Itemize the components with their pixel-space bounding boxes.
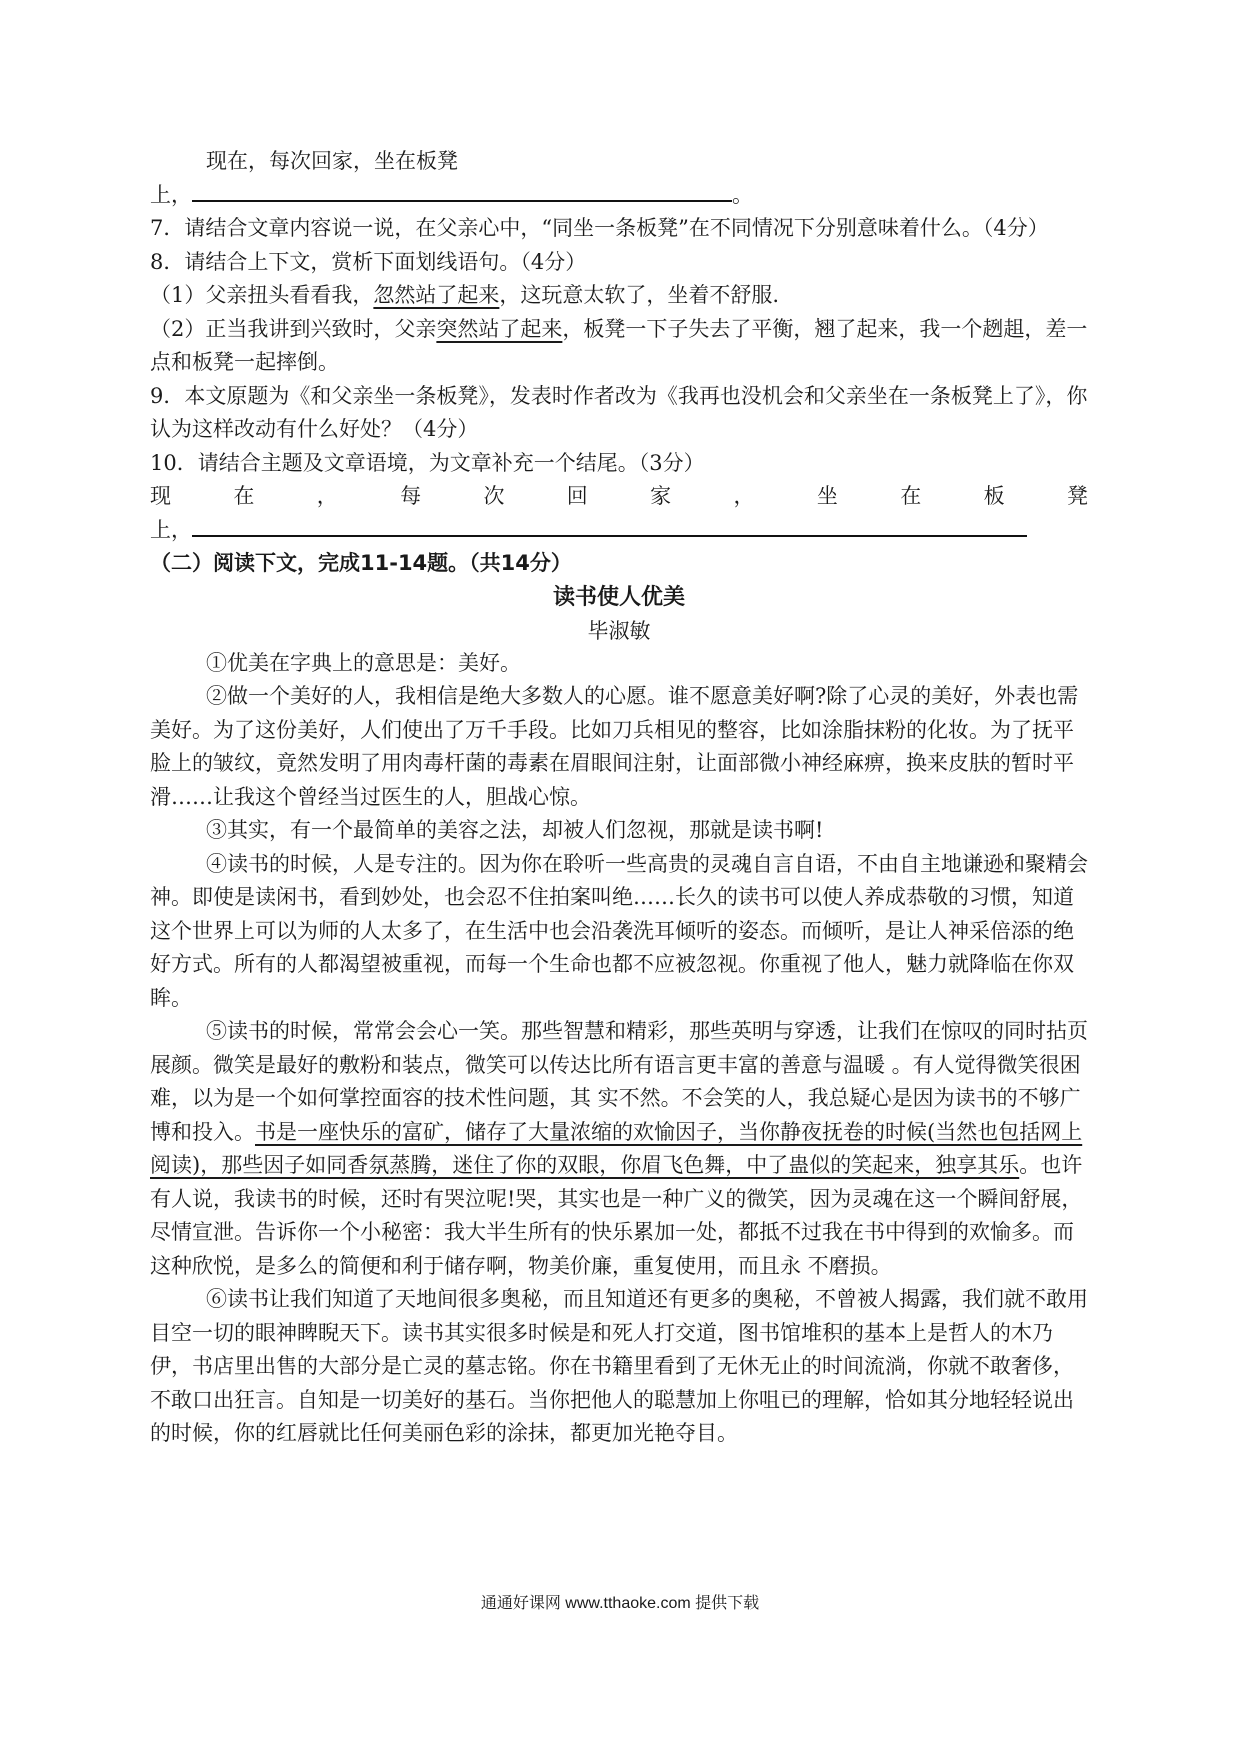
section-2-heading: （二）阅读下文，完成11-14题。（共14分）: [150, 551, 572, 575]
spread-char: ，: [316, 484, 338, 508]
q8-2-underlined-phrase: 突然站了起来: [436, 316, 563, 341]
q8-2-text-post: ，板凳一下子失去了平衡，翘了起来，我一个趔趄，差一点和板凳一起摔倒。: [150, 316, 1088, 374]
q6-answer-suffix: 。: [732, 182, 753, 207]
paragraph-5: [150, 1015, 1088, 1283]
question-10: 10．请结合主题及文章语境，为文章补充一个结尾。（3分）: [150, 450, 705, 475]
spread-char: ，: [733, 484, 755, 508]
spread-char: 回: [566, 484, 588, 508]
article-title: 读书使人优美: [552, 584, 685, 610]
spread-char: 板: [983, 484, 1005, 508]
paragraph-6: ⑥读书让我们知道了天地间很多奥秘，而且知道还有更多的奥秘，不曾被人揭露，我们就不敢用目空一切的眼神睥睨天下。读书其实很多时候是和死人打交道，图书馆堆积的基本上是哲人的木乃伊，书店里出售的大部分是亡灵的墓志铭。你在书籍里看到了无休无止的时间流淌，你就不敢奢侈，不敢口出狂言。自知是一切美好的基石。当你把他人的聪慧加上你咀已的理解，恰如其分地轻轻说出的时候，你的红唇就比任何美丽色彩的涂抹，都更加光艳夺目。: [150, 1287, 1088, 1445]
paragraph-1: ①优美在字典上的意思是：美好。: [206, 650, 521, 675]
q6-answer-prefix: 上，: [150, 182, 192, 207]
document-page: [150, 145, 1088, 1451]
question-8-item-1: [150, 279, 1088, 313]
paragraph-5-text-pre: ⑤读书的时候，常常会会心一笑。那些智慧和精彩，那些英明与穿透，让我们在惊叹的同时拈页展颜。微笑是最好的敷粉和装点，微笑可以传达比所有语言更丰富的善意与温暖 。有人觉得微笑很困难，以为是一个如何掌控面容的技术性问题，其 实不然。不会笑的人，我总疑心是因为读书的不够广博和投入。: [150, 1019, 1088, 1144]
paragraph-2: ②做一个美好的人，我相信是绝大多数人的心愿。谁不愿意美好啊?除了心灵的美好，外表也需美好。为了这份美好，人们使出了万千手段。比如刀兵相见的整容，比如涂脂抹粉的化妆。为了抚平脸上的皱纹，竟然发明了用肉毒杆菌的毒素在眉眼间注射，让面部微小神经麻痹，换来皮肤的暂时平滑……让我这个曾经当过医生的人，胆战心惊。: [150, 684, 1079, 809]
spread-char: 每: [400, 484, 422, 508]
q8-2-text-pre: （2）正当我讲到兴致时，父亲: [150, 316, 437, 341]
q6-answer-blank[interactable]: [192, 182, 732, 202]
spread-char: 次: [483, 484, 505, 508]
q8-1-text-post: ，这玩意太软了，坐着不舒服.: [499, 283, 780, 307]
question-7: 7．请结合文章内容说一说，在父亲心中，“同坐一条板凳”在不同情况下分别意味着什么。（4分）: [150, 216, 1049, 240]
q10-answer-line: [150, 514, 1088, 548]
spread-char: 凳: [1066, 484, 1088, 508]
q6-answer-line-1: 现在，每次回家，坐在板凳: [206, 149, 458, 173]
question-9: 9．本文原题为《和父亲坐一条板凳》，发表时作者改为《我再也没机会和父亲坐在一条板凳上了》，你认为这样改动有什么好处？（4分）: [150, 383, 1088, 441]
article-author: 毕淑敏: [587, 618, 651, 643]
question-8: 8．请结合上下文，赏析下面划线语句。（4分）: [150, 249, 587, 274]
q10-answer-spread-line: [150, 480, 1088, 514]
spread-char: 家: [650, 484, 672, 508]
paragraph-5-underlined-sentence: 书是一座快乐的富矿，储存了大量浓缩的欢愉因子，当你静夜抚卷的时候(当然也包括网上阅读)，那些因子如同香氛蒸腾，迷住了你的双眼，你眉飞色舞，中了蛊似的笑起来，独享其乐: [150, 1119, 1083, 1177]
page-footer: 通通好课网 www.tthaoke.com 提供下载: [480, 1595, 760, 1612]
spread-char: 在: [900, 484, 922, 508]
q8-1-text-pre: （1）父亲扭头看看我，: [150, 283, 374, 307]
spread-char: 坐: [816, 484, 838, 508]
q10-answer-blank[interactable]: [192, 517, 1027, 537]
q10-answer-prefix: 上，: [150, 517, 192, 542]
q8-1-underlined-phrase: 忽然站了起来: [373, 283, 500, 307]
spread-char: 现: [150, 484, 171, 508]
spread-char: 在: [233, 484, 255, 508]
paragraph-5-text-post: 。也许有人说，我读书的时候，还时有哭泣呢!哭，其实也是一种广义的微笑，因为灵魂在这一个瞬间舒展，尽情宣泄。告诉你一个小秘密：我大半生所有的快乐累加一处，都抵不过我在书中得到的欢愉多。而这种欣悦，是多么的简便和利于储存啊，物美价廉，重复使用，而且永 不磨损。: [150, 1153, 1083, 1278]
paragraph-3: ③其实，有一个最简单的美容之法，却被人们忽视，那就是读书啊!: [206, 818, 824, 842]
q6-answer-line-2: [150, 179, 1088, 213]
paragraph-4: ④读书的时候，人是专注的。因为你在聆听一些高贵的灵魂自言自语，不由自主地谦逊和聚精会神。即使是读闲书，看到妙处，也会忍不住拍案叫绝……长久的读书可以使人养成恭敬的习惯，知道这个世界上可以为师的人太多了，在生活中也会沿袭洗耳倾听的姿态。而倾听，是让人神采倍添的绝好方式。所有的人都渴望被重视，而每一个生命也都不应被忽视。你重视了他人，魅力就降临在你双眸。: [150, 851, 1088, 1010]
question-8-item-2: [150, 313, 1088, 380]
